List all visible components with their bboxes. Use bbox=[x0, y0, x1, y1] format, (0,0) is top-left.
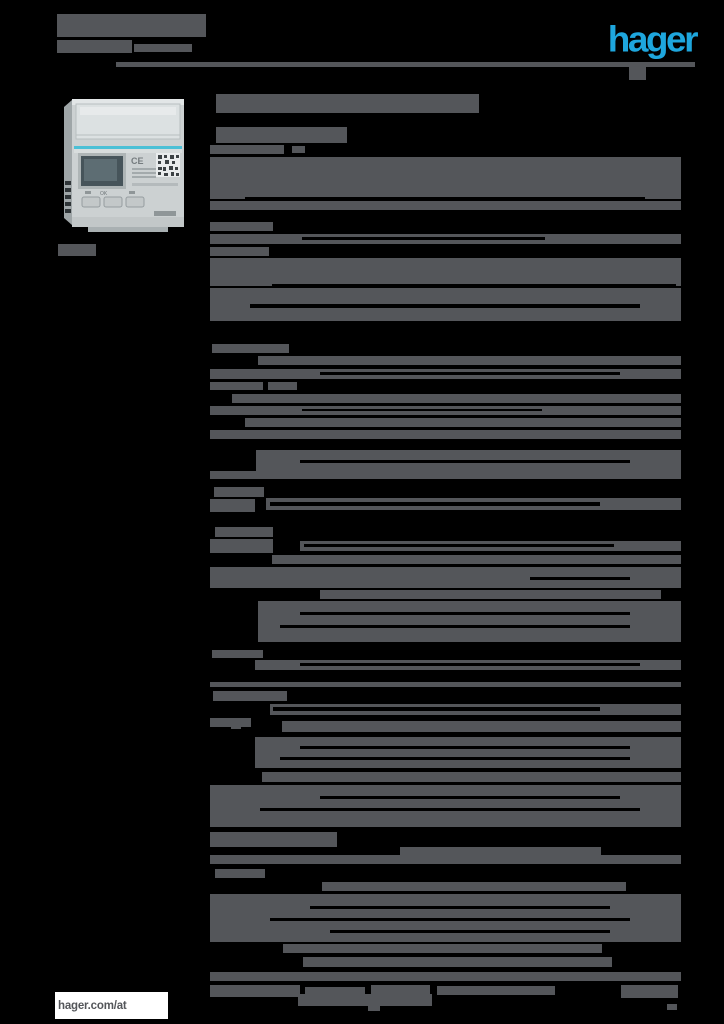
redacted-line-gap bbox=[310, 906, 610, 909]
redacted-text-line bbox=[210, 832, 337, 847]
redacted-text-line bbox=[258, 601, 681, 642]
meter-qr-code bbox=[156, 153, 180, 177]
redacted-text-line bbox=[629, 67, 646, 80]
redacted-text-line bbox=[667, 1004, 677, 1010]
redacted-text-line bbox=[57, 40, 132, 53]
redacted-text-line bbox=[368, 1006, 380, 1011]
redacted-line-gap bbox=[300, 663, 640, 666]
meter-lcd bbox=[78, 153, 126, 189]
redacted-text-line bbox=[212, 650, 263, 658]
redacted-text-line bbox=[258, 356, 681, 365]
redacted-text-line bbox=[210, 382, 263, 390]
redacted-text-line bbox=[210, 430, 681, 439]
redacted-text-line bbox=[303, 957, 612, 967]
footer-brand-box bbox=[55, 992, 168, 1019]
redacted-text-line bbox=[298, 994, 432, 1006]
redacted-text-line bbox=[212, 344, 289, 353]
meter-cyan-stripe bbox=[74, 146, 182, 149]
redacted-text-line bbox=[255, 737, 681, 768]
redacted-text-line bbox=[210, 201, 681, 210]
redacted-text-line bbox=[210, 972, 681, 981]
footer-site-link[interactable]: hager.com/at bbox=[58, 999, 127, 1012]
redacted-text-line bbox=[282, 721, 681, 732]
redacted-text-line bbox=[210, 822, 681, 827]
product-photo bbox=[58, 91, 190, 233]
redacted-text-line bbox=[134, 44, 192, 52]
redacted-line-gap bbox=[270, 502, 600, 506]
redacted-text-line bbox=[322, 882, 626, 891]
redacted-line-gap bbox=[304, 544, 614, 547]
redacted-line-gap bbox=[270, 918, 630, 921]
redacted-line-gap bbox=[272, 284, 676, 287]
redacted-line-gap bbox=[280, 625, 630, 628]
meter-buttons bbox=[82, 197, 144, 207]
redacted-text-line bbox=[210, 785, 681, 822]
redacted-text-line bbox=[216, 127, 347, 143]
redacted-line-gap bbox=[245, 197, 645, 201]
redacted-text-line bbox=[245, 418, 681, 427]
redacted-line-gap bbox=[302, 237, 545, 240]
redacted-text-line bbox=[210, 539, 273, 553]
redacted-text-line bbox=[210, 222, 273, 231]
redacted-text-line bbox=[272, 555, 681, 564]
redacted-text-line bbox=[210, 682, 681, 687]
redacted-text-line bbox=[58, 244, 96, 256]
redacted-text-line bbox=[210, 247, 269, 256]
redacted-line-gap bbox=[300, 460, 630, 463]
redacted-text-line bbox=[213, 691, 287, 701]
hager-logo: hager bbox=[607, 19, 696, 60]
redacted-line-gap bbox=[320, 372, 620, 375]
redacted-text-line bbox=[210, 157, 681, 199]
redacted-text-line bbox=[210, 985, 300, 997]
redacted-text-line bbox=[210, 855, 681, 864]
redacted-line-gap bbox=[530, 577, 630, 580]
redacted-line-gap bbox=[320, 796, 620, 799]
redacted-line-gap bbox=[300, 746, 630, 749]
redacted-line-gap bbox=[250, 304, 640, 308]
redacted-text-line bbox=[621, 985, 678, 998]
redacted-text-line bbox=[400, 847, 601, 855]
redacted-line-gap bbox=[302, 409, 542, 411]
redacted-line-gap bbox=[330, 930, 610, 933]
redacted-text-line bbox=[320, 590, 661, 599]
meter-ok-button-label: OK bbox=[100, 191, 108, 197]
redacted-line-gap bbox=[260, 808, 640, 811]
redacted-text-line bbox=[116, 62, 695, 67]
redacted-text-line bbox=[210, 471, 681, 479]
redacted-text-line bbox=[210, 258, 681, 286]
redacted-text-line bbox=[262, 772, 681, 782]
redacted-text-line bbox=[210, 499, 255, 512]
redacted-text-line bbox=[215, 527, 273, 537]
redacted-text-line bbox=[57, 14, 206, 37]
redacted-text-line bbox=[283, 944, 602, 953]
energy-meter-illustration bbox=[58, 91, 190, 233]
redacted-text-line bbox=[215, 869, 265, 878]
redacted-text-line bbox=[231, 720, 241, 729]
redacted-text-line bbox=[292, 146, 305, 153]
redacted-line-gap bbox=[273, 707, 600, 711]
redacted-line-gap bbox=[280, 757, 630, 760]
meter-ce-mark: CE bbox=[131, 156, 144, 166]
redacted-line-gap bbox=[300, 612, 630, 615]
redacted-text-line bbox=[214, 487, 264, 497]
redacted-text-line bbox=[232, 394, 681, 403]
redacted-text-line bbox=[437, 986, 555, 995]
redacted-text-line bbox=[268, 382, 297, 390]
redacted-text-line bbox=[210, 145, 284, 154]
redacted-text-line bbox=[216, 94, 479, 113]
